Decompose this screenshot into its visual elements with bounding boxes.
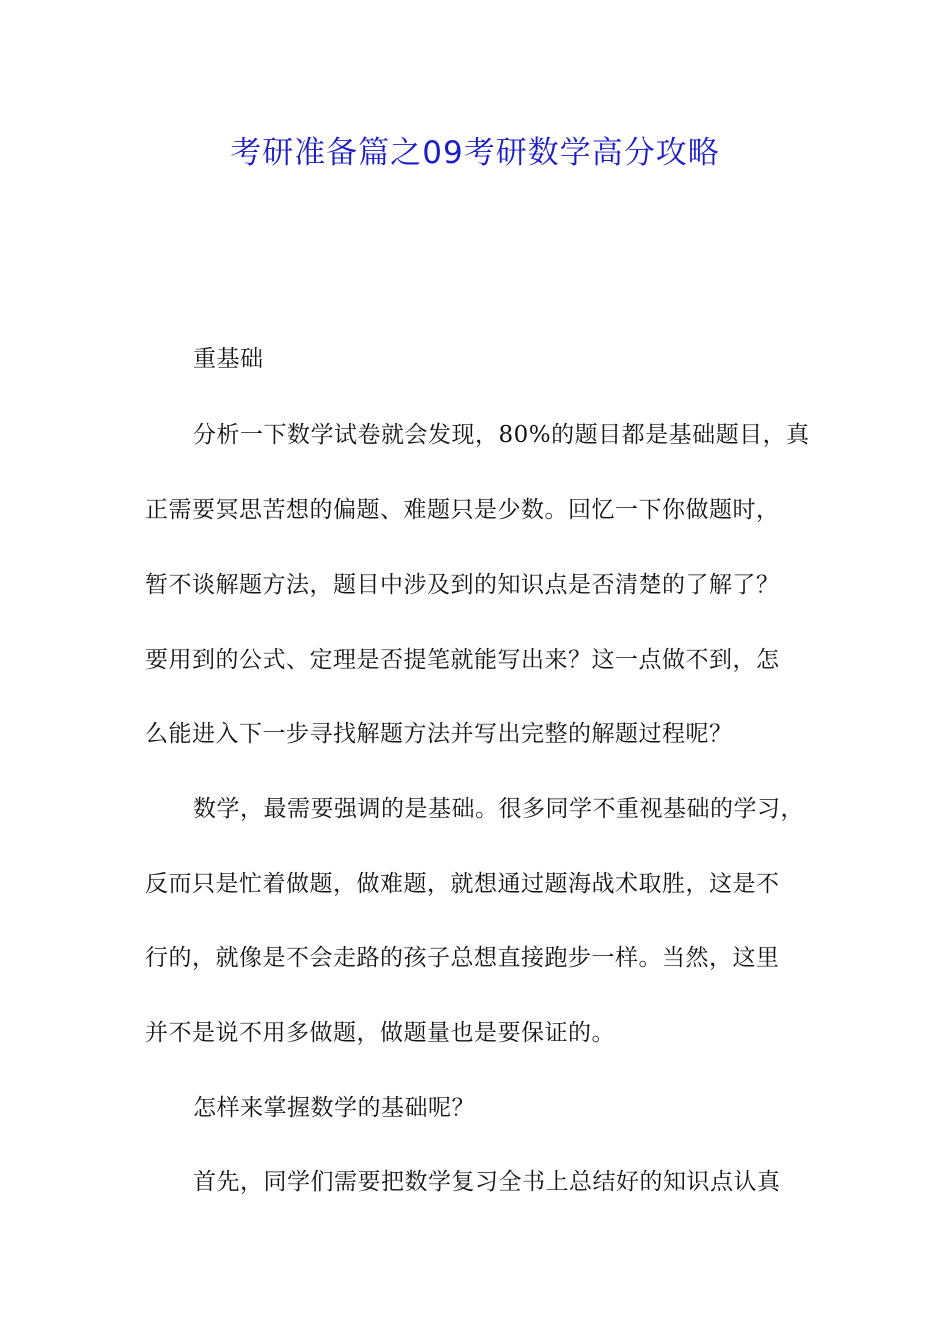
document-title: 考研准备篇之09考研数学高分攻略 (230, 135, 720, 171)
paragraph-line: 并不是说不用多做题，做题量也是要保证的。 (145, 1020, 615, 1046)
paragraph-line: 首先，同学们需要把数学复习全书上总结好的知识点认真 (193, 1169, 781, 1195)
section-heading: 重基础 (193, 346, 264, 372)
paragraph-line: 反而只是忙着做题，做难题，就想通过题海战术取胜，这是不 (145, 871, 780, 897)
paragraph-line: 暂不谈解题方法，题目中涉及到的知识点是否清楚的了解了？ (145, 572, 780, 598)
paragraph-line: 正需要冥思苦想的偏题、难题只是少数。回忆一下你做题时， (145, 497, 780, 523)
paragraph-line: 怎样来掌握数学的基础呢？ (193, 1095, 475, 1121)
paragraph-line: 数学，最需要强调的是基础。很多同学不重视基础的学习， (193, 796, 804, 822)
paragraph-line: 么能进入下一步寻找解题方法并写出完整的解题过程呢？ (145, 721, 733, 747)
paragraph-line: 要用到的公式、定理是否提笔就能写出来？这一点做不到，怎 (145, 647, 780, 673)
paragraph-line: 分析一下数学试卷就会发现，80%的题目都是基础题目，真 (193, 422, 810, 448)
paragraph-line: 行的，就像是不会走路的孩子总想直接跑步一样。当然，这里 (145, 945, 780, 971)
